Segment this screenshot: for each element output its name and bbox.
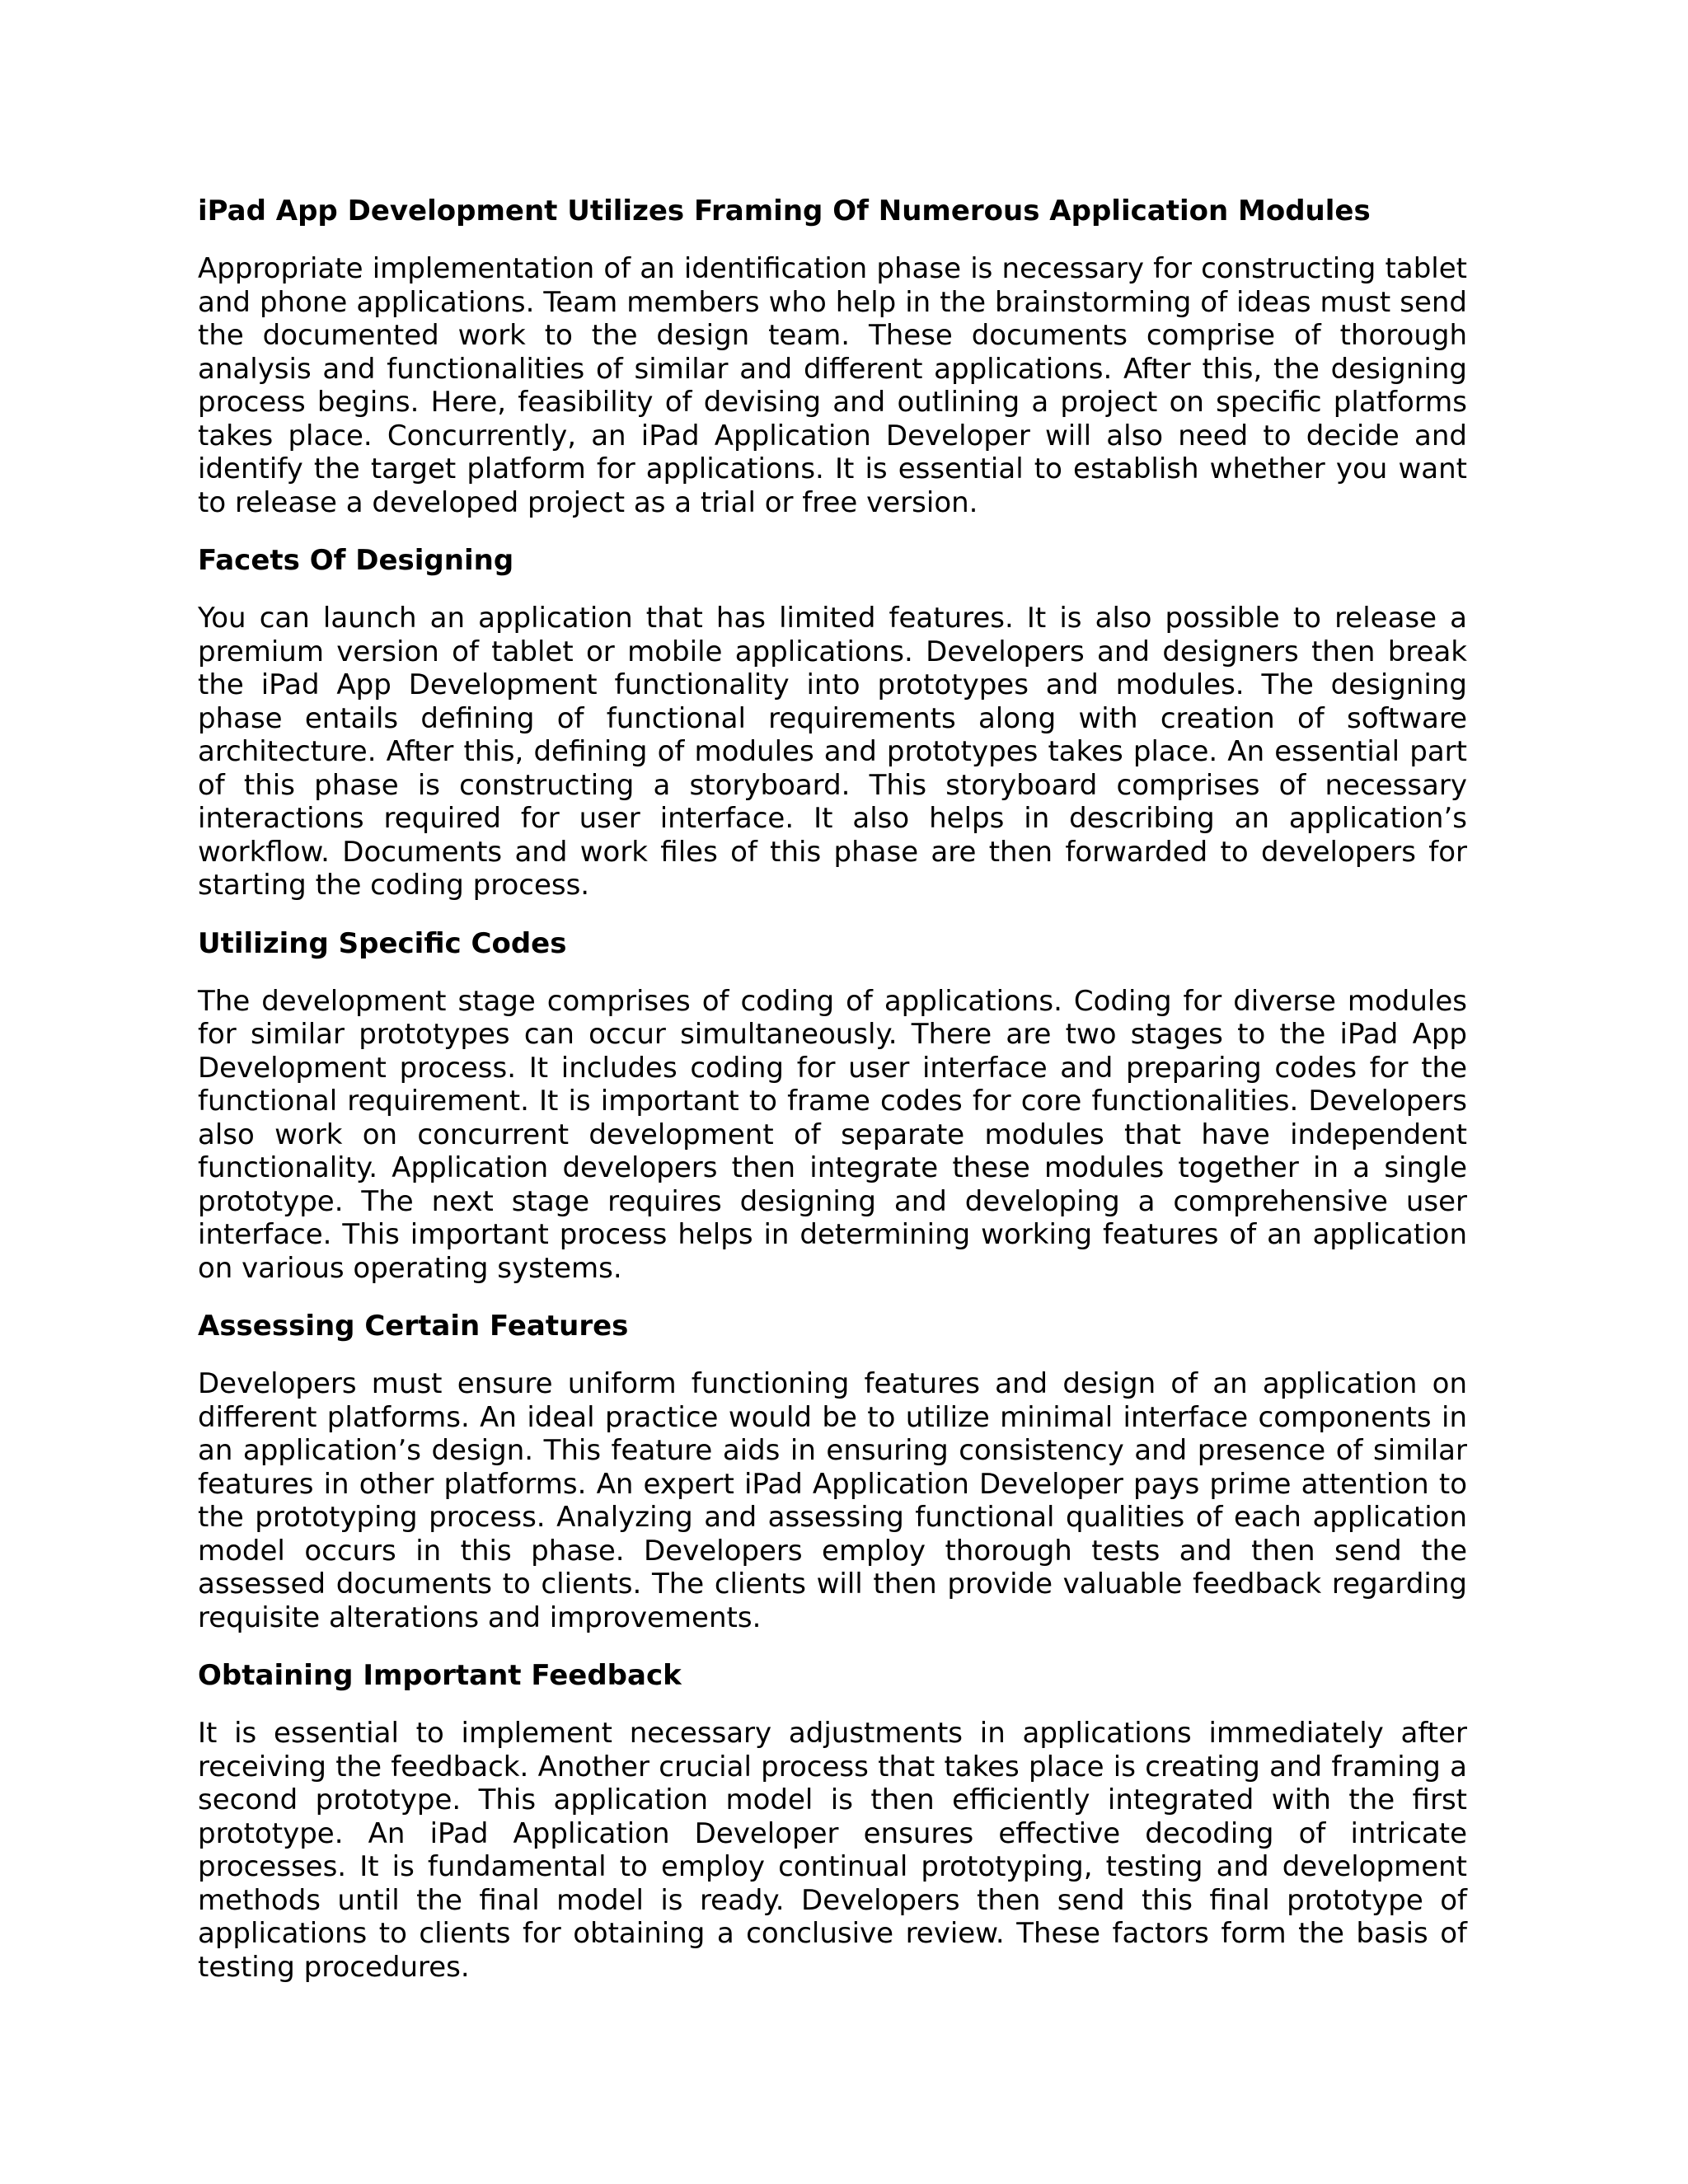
section-heading-assessing-certain-features: Assessing Certain Features [198, 1310, 629, 1343]
section-body-obtaining-important-feedback: It is essential to implement necessary adjustments in applications immediately after receiving the feedback. Another crucial process that takes place is creating and framing a second prototype. This application model is then efficiently integrated with the first prototype. An iPad Application Developer ensures effective decoding of intricate processes. It is fundamental to employ continual prototyping, testing and development methods until the final model is ready. Developers then send this final prototype of applications to clients for obtaining a conclusive review. These factors form the basis of testing procedures. [198, 1717, 1467, 1984]
section-heading-utilizing-specific-codes: Utilizing Specific Codes [198, 926, 567, 960]
document-page [198, 191, 1467, 1984]
section-heading-obtaining-important-feedback: Obtaining Important Feedback [198, 1659, 682, 1692]
section-heading-facets-of-designing: Facets Of Designing [198, 544, 514, 577]
section-body-assessing-certain-features: Developers must ensure uniform functioning features and design of an application on different platforms. An ideal practice would be to utilize minimal interface components in an application’s design. This feature aids in ensuring consistency and presence of similar features in other platforms. An expert iPad Application Developer pays prime attention to the prototyping process. Analyzing and assessing functional qualities of each application model occurs in this phase. Developers employ thorough tests and then send the assessed documents to clients. The clients will then provide valuable feedback regarding requisite alterations and improvements. [198, 1367, 1467, 1634]
intro-paragraph: Appropriate implementation of an identification phase is necessary for constructing tablet and phone applications. Team members who help in the brainstorming of ideas must send the documented work to the design team. These documents comprise of thorough analysis and functionalities of similar and different applications. After this, the designing process begins. Here, feasibility of devising and outlining a project on specific platforms takes place. Concurrently, an iPad Application Developer will also need to decide and identify the target platform for applications. It is essential to establish whether you want to release a developed project as a trial or free version. [198, 252, 1467, 519]
section-body-facets-of-designing: You can launch an application that has limited features. It is also possible to release a premium version of tablet or mobile applications. Developers and designers then break the iPad App Development functionality into prototypes and modules. The designing phase entails defining of functional requirements along with creation of software architecture. After this, defining of modules and prototypes takes place. An essential part of this phase is constructing a storyboard. This storyboard comprises of necessary interactions required for user interface. It also helps in describing an application’s workflow. Documents and work files of this phase are then forwarded to developers for starting the coding process. [198, 602, 1467, 902]
section-body-utilizing-specific-codes: The development stage comprises of coding of applications. Coding for diverse modules for similar prototypes can occur simultaneously. There are two stages to the iPad App Development process. It includes coding for user interface and preparing codes for the functional requirement. It is important to frame codes for core functionalities. Developers also work on concurrent development of separate modules that have independent functionality. Application developers then integrate these modules together in a single prototype. The next stage requires designing and developing a comprehensive user interface. This important process helps in determining working features of an application on various operating systems. [198, 984, 1467, 1285]
document-title: iPad App Development Utilizes Framing Of Numerous Application Modules [198, 194, 1371, 227]
